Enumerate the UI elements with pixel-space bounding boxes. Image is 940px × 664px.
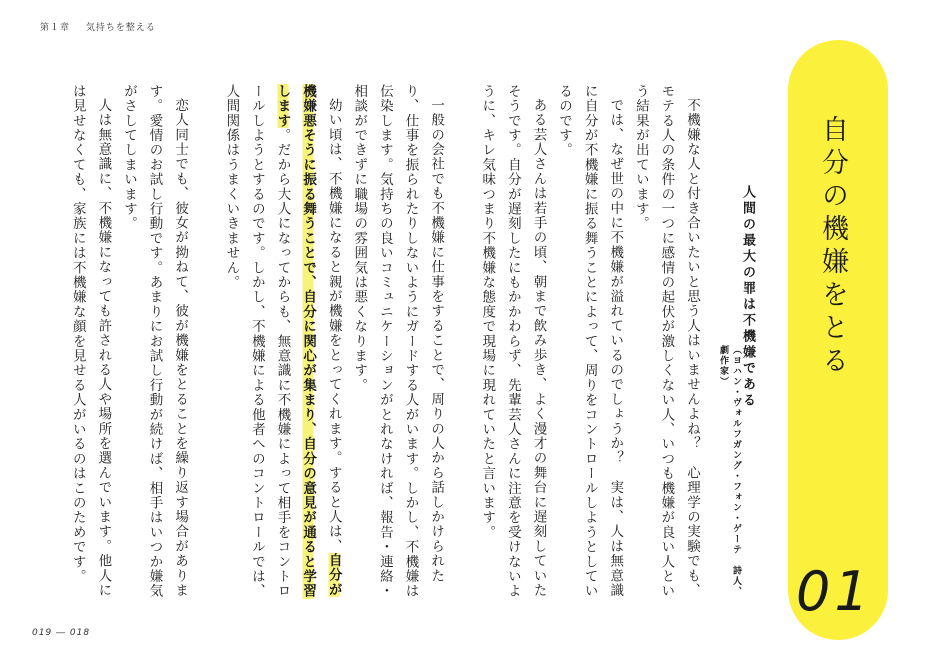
paragraph-2: では、なぜ世の中に不機嫌が溢れているのでしょうか？ 実は、人は無意識に自分が不機嫌に振る舞うことによって、周りをコントロールしようとしているのです。 bbox=[556, 84, 624, 599]
section-title: 自分の機嫌をとる bbox=[817, 115, 848, 379]
body-text bbox=[69, 84, 704, 604]
page-numbers: 019 ― 018 bbox=[32, 628, 91, 638]
paragraph-4: 一般の会社でも不機嫌に仕事をすることで、周りの人から話しかけられたり、仕事を振られたりしないようにガードする人がいます。しかし、不機嫌は伝染します。気持ちの良いコミュニケーションがとれなければ、報告・連絡・相談ができずに職場の雰囲気は悪くなります。 bbox=[351, 84, 445, 599]
paragraph-3: ある芸人さんは若手の頃、朝まで飲み歩き、よく漫才の舞台に遅刻していたそうです。自分が遅刻したにもかかわらず、先輩芸人さんに注意を受けないように、キレ気味つまり不機嫌な態度で現場に現れていたと言います。 bbox=[479, 84, 547, 599]
chapter-number: 第１章 bbox=[40, 23, 71, 33]
section-number: 01 bbox=[796, 560, 873, 623]
running-header bbox=[40, 20, 156, 33]
paragraph-6: 恋人同士でも、彼女が拗ねて、彼が機嫌をとることを繰り返す場合があります。愛情のお試し行動です。あまりにお試し行動が続けば、相手はいつか嫌気がさしてしまいます。 bbox=[120, 84, 189, 599]
paragraph-5-end: 。だから大人になってからも、無意識に不機嫌によって相手をコントロールしようとするのです。しかし、不機嫌による他者へのコントロールでは、人間関係はうまくいきません。 bbox=[223, 84, 291, 599]
paragraph-5 bbox=[218, 84, 346, 604]
paragraph-1: 不機嫌な人と付き合いたいと思う人はいませんよね？ 心理学の実験でも、モテる人の条件の一つに感情の起伏が激しくない人、いつも機嫌が良い人という結果が出ています。 bbox=[632, 84, 700, 599]
chapter-title: 気持ちを整える bbox=[85, 23, 156, 33]
section-quote: 人間の最大の罪は不機嫌である bbox=[740, 185, 755, 409]
quote-attribution: （ヨハン・ヴォルフガング・フォン・ゲーテ 詩人、劇作家） bbox=[718, 345, 741, 597]
paragraph-7: 人は無意識に、不機嫌になっても許される人や場所を選んでいます。他人には見せなくても、家族には不機嫌な顔を見せる人がいるのはこのためです。 bbox=[69, 84, 112, 598]
paragraph-5-start: 幼い頃は、不機嫌になると親が機嫌をとってくれます。すると人は、 bbox=[325, 97, 342, 554]
highlighted-text: 自分が機嫌悪そうに振る舞うことで、自分に関心が集まり、自分の意見が通ると学習します bbox=[274, 84, 342, 599]
